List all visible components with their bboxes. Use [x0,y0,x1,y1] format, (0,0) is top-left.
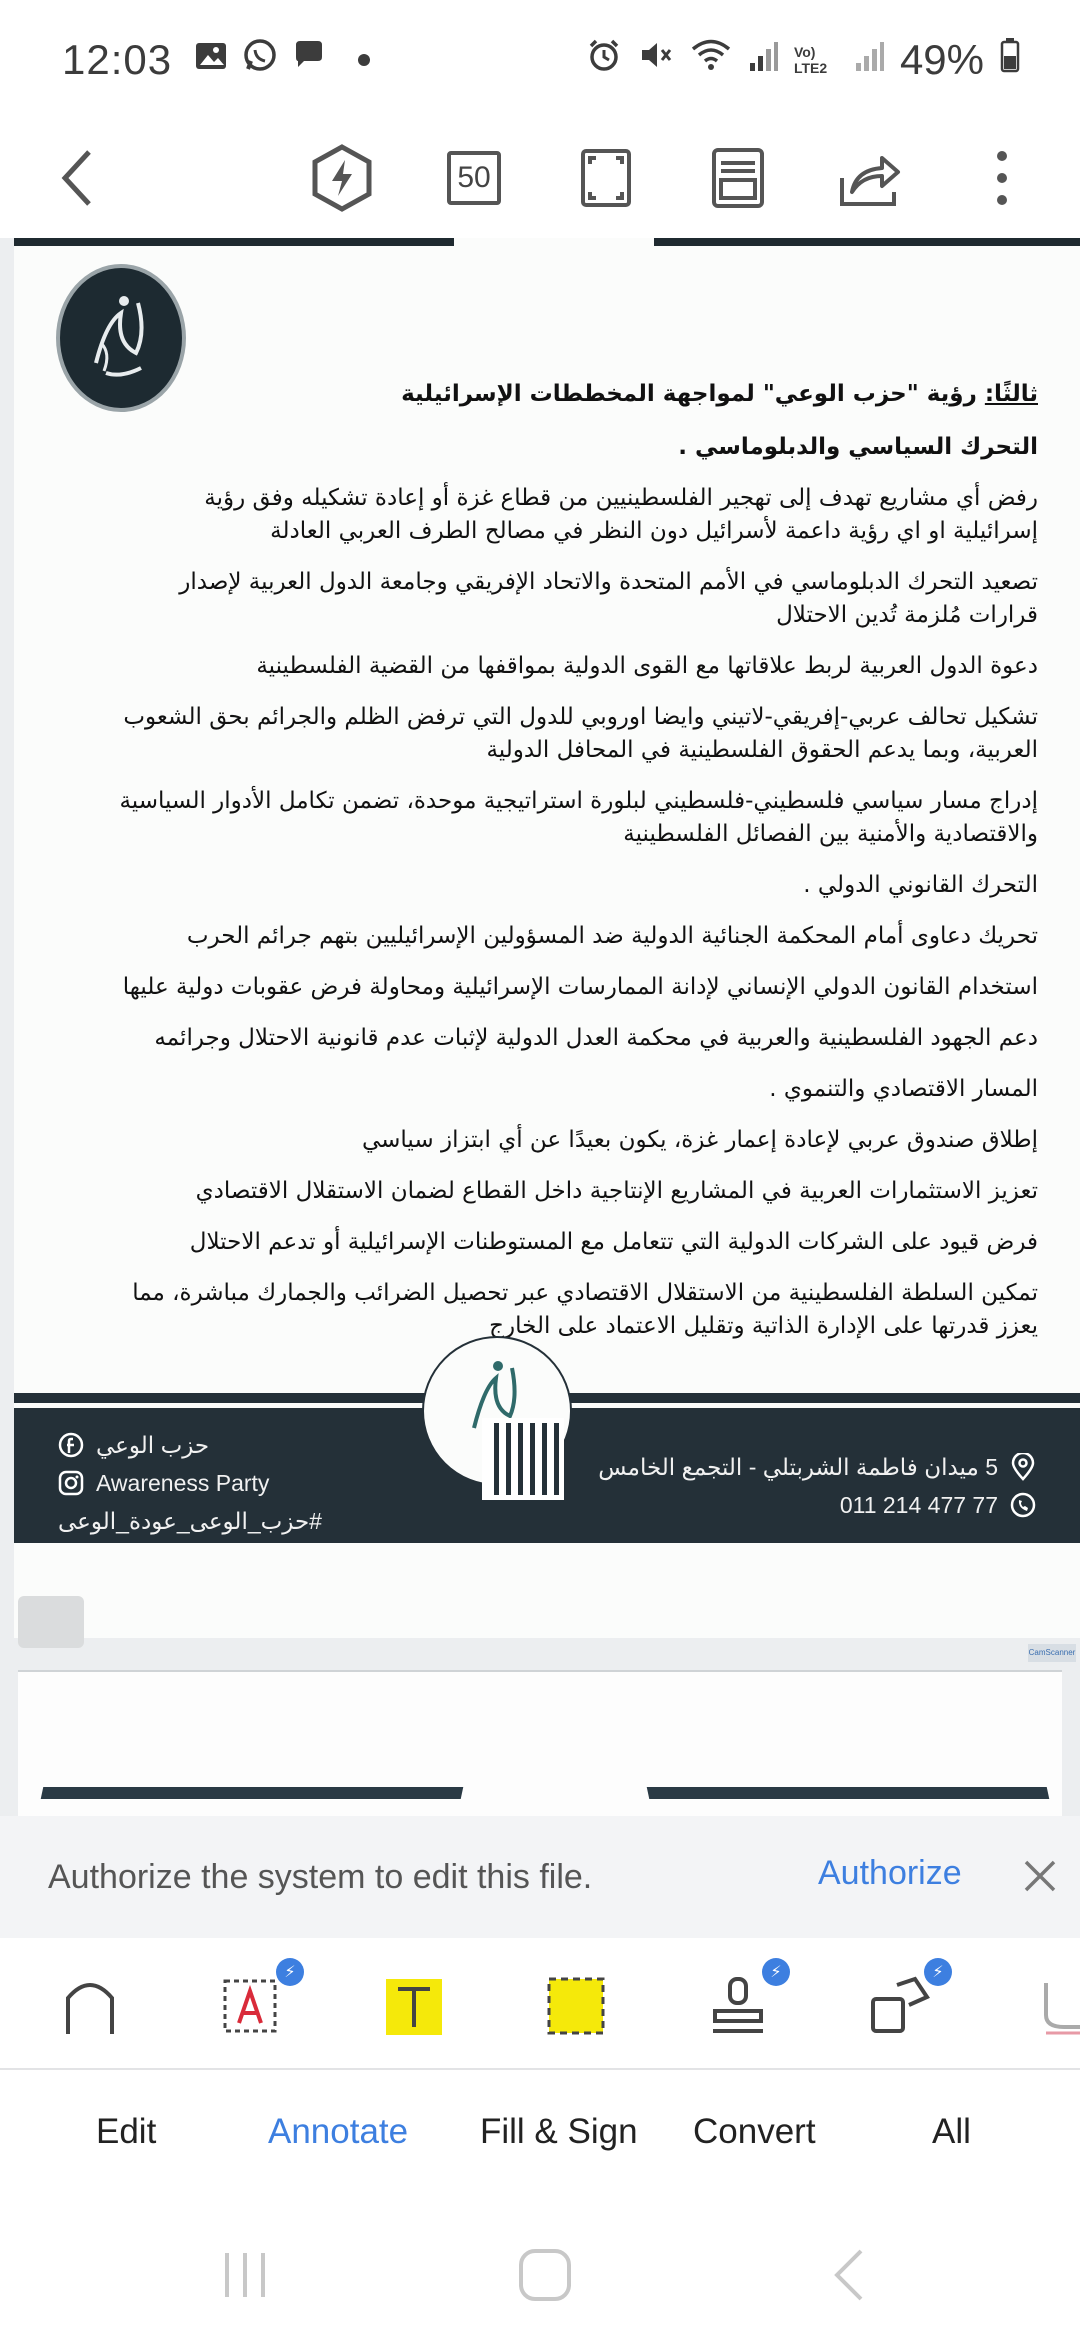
pen-arch-icon [62,1974,118,2038]
battery-percent: 49% [899,36,984,83]
paragraph: دعم الجهود الفلسطينية والعربية في محكمة العدل الدولية لإثبات عدم قانونية الاحتلال وجرائمه [154,1025,1038,1051]
location-pin-icon [1010,1453,1036,1481]
page-number-chip[interactable] [18,1596,84,1648]
premium-badge-icon: ⚡ [276,1958,304,1986]
lte-label: Vo) LTE2 [793,44,828,76]
lightning-hexagon-icon [310,144,374,212]
tab-convert[interactable]: Convert [693,2112,816,2151]
page2-rule-left [41,1787,464,1799]
close-icon [1022,1858,1058,1894]
paragraph: إدراج مسار سياسي فلسطيني-فلسطيني لبلورة استراتيجية موحدة، تضمن تكامل الأدوار السياسية والاقتصادية والأمنية بين الفصائل الفلسطينية [119,788,1038,847]
back-button[interactable] [38,138,118,218]
reading-mode-button[interactable] [698,138,778,218]
section-economic: المسار الاقتصادي والتنموي . [769,1076,1038,1102]
back-nav-button[interactable] [814,2240,884,2310]
text-box-icon [221,1975,283,2037]
stamp-icon [707,1975,769,2037]
page2-rule-right [647,1787,1050,1799]
next-pdf-page[interactable] [18,1670,1062,1816]
signal-icon [748,38,778,83]
share-icon [838,148,902,208]
zoom-value: 50 [447,151,501,205]
status-bar [0,0,1080,120]
tab-all[interactable]: All [932,2112,971,2151]
paragraph: تعزيز الاستثمارات العربية في المشاريع الإنتاجية داخل القطاع لضمان الاستقلال الاقتصادي [195,1178,1038,1204]
area-highlight-icon [545,1975,607,2037]
doc-heading: ثالثًا: رؤية "حزب الوعي" لمواجهة المخططات الإسرائيلية [401,381,1038,407]
party-hashtag: #حزب_الوعى_عودة_الوعى [58,1508,322,1534]
section-legal: التحرك القانوني الدولي . [803,872,1038,898]
zoom-level-button[interactable] [434,138,514,218]
top-toolbar [0,120,1080,238]
section-political: التحرك السياسي والدبلوماسي . [678,434,1038,460]
stamp-tool[interactable] [700,1964,782,2044]
underline-tool-partial[interactable] [1024,1968,1080,2044]
whatsapp-notification-icon [242,37,278,83]
phone-icon [1010,1492,1036,1518]
shapes-icon [869,1975,931,2037]
battery-icon [1000,37,1020,83]
paragraph: رفض أي مشاريع تهدف إلى تهجير الفلسطينيين من قطاع غزة أو إعادة تشكيله وفق رؤية إسرائيلية او اي رؤية داعمة لأسرائيل دون النظر في مصالح الطرف العربي العادلة [204,485,1038,544]
home-button[interactable] [510,2240,580,2310]
tab-fill-sign[interactable]: Fill & Sign [480,2112,638,2151]
document-viewport[interactable] [0,238,1080,1816]
ai-tools-button[interactable] [302,138,382,218]
share-button[interactable] [830,138,910,218]
back-arrow-icon [53,146,103,210]
paragraph: تحريك دعاوى أمام المحكمة الجنائية الدولية ضد المسؤولين الإسرائيليين بتهم جرائم الحرب [186,923,1038,949]
signal-2-icon [854,38,884,83]
party-address: 5 ميدان فاطمة الشربتلي - التجمع الخامس [598,1454,998,1480]
party-name-ar: حزب الوعي [96,1432,210,1458]
alarm-icon [586,37,622,83]
paragraph: إطلاق صندوق عربي لإعادة إعمار غزة، يكون بعيدًا عن أي ابتزاز سياسي [361,1127,1038,1153]
area-highlight-tool[interactable] [538,1968,614,2044]
home-icon [517,2247,573,2303]
paragraph: دعوة الدول العربية لربط علاقاتها مع القوى الدولية بمواقفها من القضية الفلسطينية [256,653,1038,679]
authorize-button[interactable]: Authorize [818,1854,962,1892]
annotate-tools-row [0,1938,1080,2070]
fullscreen-button[interactable] [566,138,646,218]
premium-badge-icon: ⚡ [762,1958,790,1986]
paragraph: تشكيل تحالف عربي-إفريقي-لاتيني وايضا اوروبي للدول التي ترفض الظلم والجرائم بحق الشعوب العربية، وبما يدعم الحقوق الفلسطينية في المحافل الدولية [123,704,1038,763]
qr-code [482,1418,564,1500]
status-time: 12:03 [62,36,173,83]
paragraph: استخدام القانون الدولي الإنساني لإدانة الممارسات الإسرائيلية ومحاولة فرض عقوبات دولية عليها [122,974,1038,1000]
camscanner-watermark: CamScanner [1028,1644,1076,1662]
paragraph: فرض قيود على الشركات الدولية التي تتعامل مع المستوطنات الإسرائيلية أو تدعم الاحتلال [189,1229,1038,1255]
footer-contacts-right [598,1448,1036,1524]
tab-edit[interactable]: Edit [96,2112,157,2151]
more-vertical-icon [992,148,1012,208]
fullscreen-icon [580,148,632,208]
bottom-tab-bar [0,2072,1080,2202]
paragraph: تمكين السلطة الفلسطينية من الاستقلال الاقتصادي عبر تحصيل الضرائب والجمارك مباشرة، مما يعزز قدرتها على الإدارة الذاتية وتقليل الاعتماد على الخارج [132,1280,1038,1339]
mute-icon [638,37,674,83]
text-box-tool[interactable] [214,1964,296,2044]
authorize-banner [0,1816,1080,1938]
more-options-button[interactable] [962,138,1042,218]
gallery-notification-icon [194,38,228,83]
document-layout-icon [711,147,765,209]
facebook-icon [58,1432,84,1458]
pdf-page[interactable] [14,238,1080,1638]
premium-badge-icon: ⚡ [924,1958,952,1986]
calligraphy-logo-icon [76,283,166,393]
footer-contacts-left [58,1426,322,1540]
shapes-tool[interactable] [862,1964,944,2044]
page-top-rule-right [654,238,1080,246]
text-highlight-icon [384,1975,444,2037]
ink-pen-tool[interactable] [52,1968,128,2044]
document-text [118,378,1038,1361]
party-phone: 011 214 477 77 [839,1492,998,1518]
page-top-rule-left [14,238,454,246]
party-name-en: Awareness Party [96,1470,270,1496]
back-nav-icon [829,2247,869,2303]
message-notification-icon [292,37,328,83]
recent-apps-icon [219,2249,271,2301]
wifi-icon [690,37,732,83]
tab-annotate[interactable]: Annotate [268,2112,409,2151]
more-notifications-dot [358,54,370,66]
text-highlight-tool[interactable] [376,1968,452,2044]
paragraph: تصعيد التحرك الدبلوماسي في الأمم المتحدة والاتحاد الإفريقي وجامعة الدول العربية لإصدار قرارات مُلزمة تُدين الاحتلال [179,569,1038,628]
system-nav-bar [0,2202,1080,2340]
close-banner-button[interactable] [1016,1852,1064,1900]
authorize-message: Authorize the system to edit this file. [48,1857,593,1896]
underline-icon [1024,1975,1080,2037]
instagram-icon [58,1470,84,1496]
recent-apps-button[interactable] [210,2240,280,2310]
